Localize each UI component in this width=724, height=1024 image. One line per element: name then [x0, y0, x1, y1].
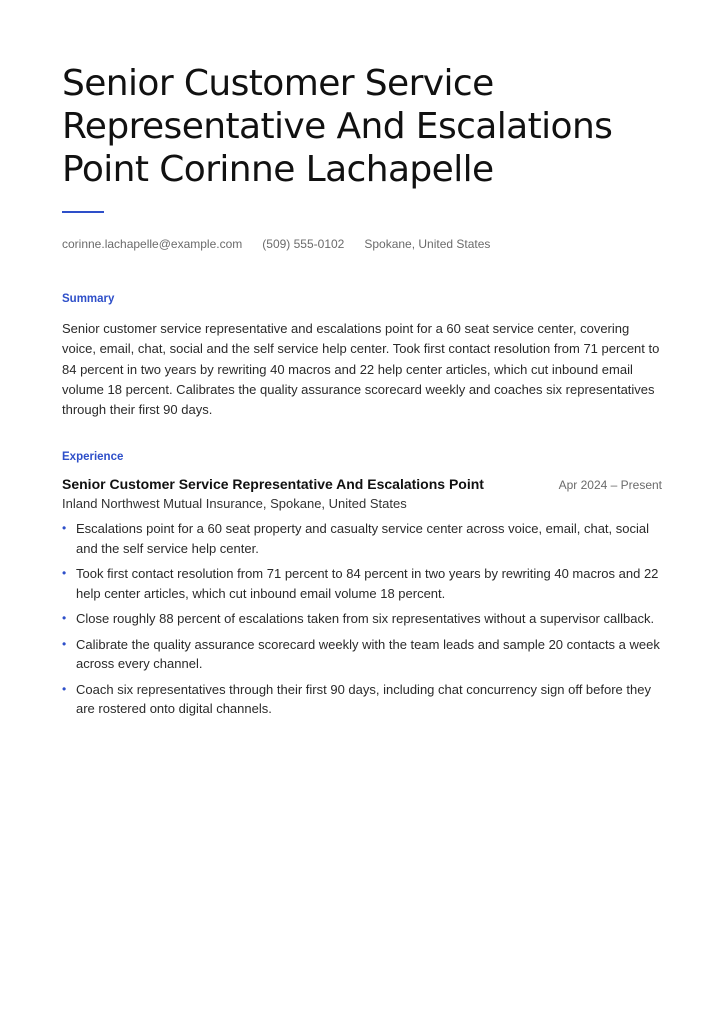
candidate-name: Senior Customer Service Representative And Escalations Point Corinne Lachapelle — [62, 63, 613, 190]
job-bullet — [62, 519, 662, 558]
job-bullet — [62, 609, 662, 629]
job-bullet-text: Calibrate the quality assurance scorecard weekly with the team leads and sample 20 contacts a week across every channel. — [76, 636, 660, 672]
job-header — [62, 476, 662, 492]
bullet-dot-icon: • — [62, 611, 67, 626]
contact-email[interactable]: corinne.lachapelle@example.com — [62, 237, 243, 251]
bullet-dot-icon: • — [62, 566, 67, 581]
contact-location: Spokane, United States — [364, 237, 491, 251]
job-bullet — [62, 564, 662, 603]
contact-line — [62, 237, 662, 251]
job-entry — [62, 476, 662, 719]
experience-heading: Experience — [62, 451, 124, 464]
accent-divider — [62, 211, 104, 213]
summary-text: Senior customer service representative and escalations point for a 60 seat service center, covering voice, email, chat, social and the self service help center. Took first contact resolution from 71 percent to 84 percent in two years by rewriting 40 macros and 22 help center articles, which cut inbound email volume 18 percent. Calibrates the quality assurance scorecard weekly and coaches six representatives through their first 90 days. — [62, 321, 660, 418]
bullet-dot-icon: • — [62, 681, 67, 696]
bullet-dot-icon: • — [62, 636, 67, 651]
summary-heading: Summary — [62, 293, 115, 305]
job-company: Inland Northwest Mutual Insurance, Spokane, United States — [62, 496, 407, 512]
bullet-dot-icon: • — [62, 521, 67, 536]
job-bullet-text: Coach six representatives through their first 90 days, including chat concurrency sign off before they are rostered onto digital channels. — [76, 681, 651, 717]
job-title: Senior Customer Service Representative And Escalations Point — [62, 476, 484, 493]
resume-page — [62, 58, 662, 725]
job-bullet-text: Took first contact resolution from 71 percent to 84 percent in two years by rewriting 40 macros and 22 help center articles, which cut inbound email volume 18 percent. — [76, 566, 659, 601]
job-bullet-text: Close roughly 88 percent of escalations taken from six representatives without a supervisor callback. — [76, 611, 655, 627]
job-dates: Apr 2024 – Present — [558, 478, 662, 493]
job-bullets — [62, 519, 662, 719]
job-bullet — [62, 635, 662, 674]
job-bullet — [62, 680, 662, 719]
contact-phone[interactable]: (509) 555-0102 — [262, 237, 345, 251]
job-bullet-text: Escalations point for a 60 seat property and casualty service center across voice, email, chat, social and the self service help center. — [76, 521, 650, 556]
